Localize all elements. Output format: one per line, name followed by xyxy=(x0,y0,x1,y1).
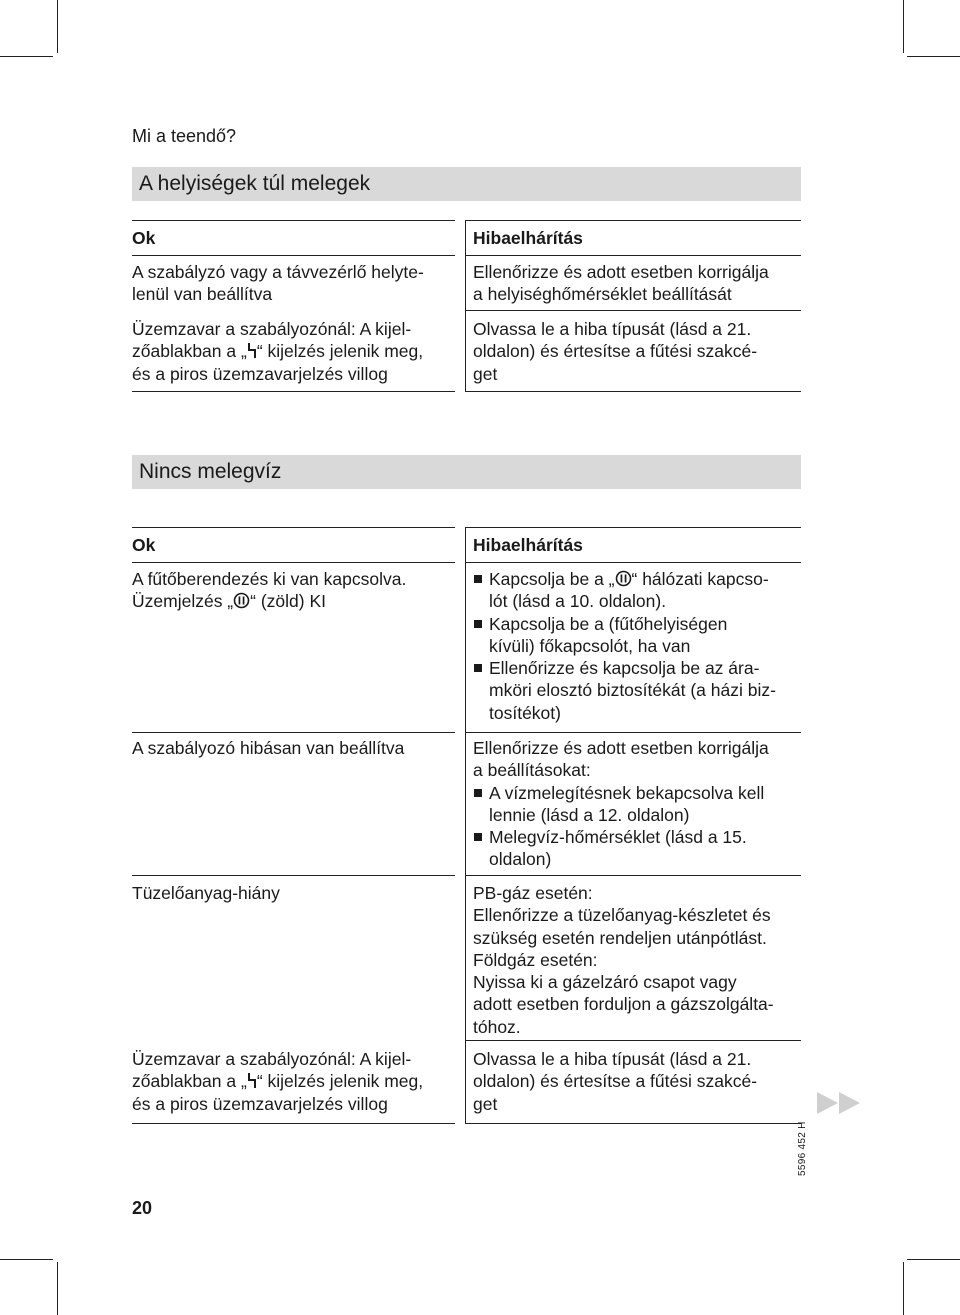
list-item: Kapcsolja be a (fűtőhelyiségen kívüli) főkapcsolót, ha van xyxy=(473,613,801,658)
section-title: A helyiségek túl melegek xyxy=(139,172,371,195)
intro-question: Mi a teendő? xyxy=(132,126,237,146)
table-row-cause: A szabályozó hibásan van beállítva xyxy=(132,738,405,758)
power-indicator-icon xyxy=(233,592,250,609)
list-item: Kapcsolja be a „ “ hálózati kapcso- lót (lásd a 10. oldalon). xyxy=(473,568,801,613)
double-arrow-right-icon xyxy=(817,1092,863,1114)
crop-mark xyxy=(907,56,960,57)
power-indicator-icon xyxy=(615,570,632,587)
table-row-cause: A szabályzó vagy a távvezérlő helyte- lenül van beállítva xyxy=(132,262,424,305)
list-item: Melegvíz-hőmérséklet (lásd a 15. oldalon) xyxy=(473,826,801,871)
list-item: A vízmelegítésnek bekapcsolva kell lennie (lásd a 12. oldalon) xyxy=(473,782,801,827)
section-title: Nincs melegvíz xyxy=(139,460,282,483)
crop-mark xyxy=(57,0,58,53)
table-row-cause: A fűtőberendezés ki van kapcsolva. Üzemjelzés „ “ (zöld) KI xyxy=(132,569,407,612)
table-row-remedy xyxy=(473,568,801,724)
troubleshoot-table-hot-water xyxy=(132,527,801,1124)
table-row-cause: Üzemzavar a szabályozónál: A kijel- zőablakban a „ “ kijelzés jelenik meg, és a piros üzemzavarjelzés villog xyxy=(132,319,424,384)
column-header-cause: Ok xyxy=(132,535,156,555)
crop-mark xyxy=(57,1262,58,1315)
table-row-remedy: Ellenőrizze és adott esetben korrigálja a helyiséghőmérséklet beállítását xyxy=(473,262,769,305)
table-row-remedy: Ellenőrizze és adott esetben korrigálja a beállításokat: A vízmelegítésnek bekapcsolva kell lennie (lásd a 12. oldalon) Melegvíz-hőmérséklet (lásd a 15. oldalon) xyxy=(473,737,801,871)
column-header-cause: Ok xyxy=(132,228,156,248)
document-number: 5596 452 H xyxy=(797,1121,808,1176)
page-number: 20 xyxy=(132,1198,153,1218)
crop-mark xyxy=(903,1262,904,1315)
table-row-remedy: PB-gáz esetén: Ellenőrizze a tüzelőanyag-készletet és szükség esetén rendeljen utánpótlást. Földgáz esetén: Nyissa ki a gázelzáró csapot vagy adott esetben forduljon a gázszolgálta- tóhoz. xyxy=(473,883,774,1037)
table-row-remedy: Olvassa le a hiba típusát (lásd a 21. oldalon) és értesítse a fűtési szakcé- get xyxy=(473,319,758,384)
crop-mark xyxy=(0,56,53,57)
column-header-remedy: Hibaelhárítás xyxy=(473,228,583,248)
troubleshoot-table-rooms xyxy=(132,220,801,392)
table-row-remedy: Olvassa le a hiba típusát (lásd a 21. oldalon) és értesítse a fűtési szakcé- get xyxy=(473,1049,758,1114)
column-header-remedy: Hibaelhárítás xyxy=(473,535,583,555)
crop-mark xyxy=(907,1259,960,1260)
section-header-rooms-too-warm xyxy=(132,167,801,201)
fault-lightning-icon xyxy=(247,342,257,359)
section-header-no-hot-water xyxy=(132,455,801,489)
crop-mark xyxy=(0,1259,53,1260)
table-row-cause: Üzemzavar a szabályozónál: A kijel- zőablakban a „ “ kijelzés jelenik meg, és a piros üzemzavarjelzés villog xyxy=(132,1049,424,1114)
table-row-cause: Tüzelőanyag-hiány xyxy=(132,883,280,903)
crop-mark xyxy=(903,0,904,53)
list-item: Ellenőrizze és kapcsolja be az ára- mköri elosztó biztosítékát (a házi biz- tosítékot) xyxy=(473,657,801,724)
fault-lightning-icon xyxy=(247,1072,257,1089)
